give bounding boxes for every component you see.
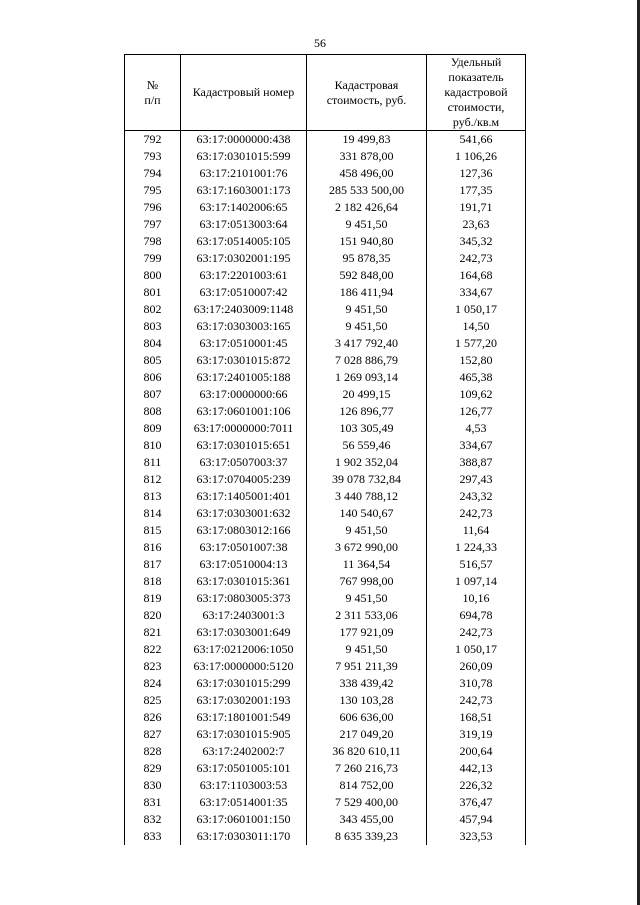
specific-value-cell: 297,43 <box>427 471 526 488</box>
table-row <box>125 267 526 284</box>
row-number-cell: 794 <box>125 165 181 182</box>
specific-value-cell: 1 106,26 <box>427 148 526 165</box>
row-number-cell: 830 <box>125 777 181 794</box>
cadastral-value-cell: 2 182 426,64 <box>307 199 427 216</box>
row-number-cell: 825 <box>125 692 181 709</box>
cadastral-value-cell: 9 451,50 <box>307 318 427 335</box>
row-number-cell: 808 <box>125 403 181 420</box>
cadastral-value-cell: 8 635 339,23 <box>307 828 427 845</box>
table-row <box>125 386 526 403</box>
cadastral-value-cell: 9 451,50 <box>307 522 427 539</box>
header-specific-line1: Удельный показатель <box>448 55 504 84</box>
table-row <box>125 403 526 420</box>
cadastral-value-cell: 126 896,77 <box>307 403 427 420</box>
specific-value-cell: 177,35 <box>427 182 526 199</box>
row-number-cell: 793 <box>125 148 181 165</box>
specific-value-cell: 541,66 <box>427 131 526 149</box>
cadastral-value-cell: 217 049,20 <box>307 726 427 743</box>
cadastral-number-cell: 63:17:0501007:38 <box>181 539 307 556</box>
table-row <box>125 607 526 624</box>
table-row <box>125 318 526 335</box>
cadastral-value-cell: 7 028 886,79 <box>307 352 427 369</box>
table-row <box>125 505 526 522</box>
table-row <box>125 148 526 165</box>
row-number-cell: 792 <box>125 131 181 149</box>
cadastral-value-cell: 19 499,83 <box>307 131 427 149</box>
specific-value-cell: 164,68 <box>427 267 526 284</box>
table-row <box>125 556 526 573</box>
specific-value-cell: 457,94 <box>427 811 526 828</box>
row-number-cell: 812 <box>125 471 181 488</box>
table-row <box>125 777 526 794</box>
cadastral-value-cell: 3 672 990,00 <box>307 539 427 556</box>
table-row <box>125 335 526 352</box>
cadastral-value-cell: 151 940,80 <box>307 233 427 250</box>
table-row <box>125 352 526 369</box>
cadastral-number-cell: 63:17:0212006:1050 <box>181 641 307 658</box>
cadastral-number-cell: 63:17:2201003:61 <box>181 267 307 284</box>
cadastral-number-cell: 63:17:1405001:401 <box>181 488 307 505</box>
row-number-cell: 797 <box>125 216 181 233</box>
cadastral-value-cell: 7 951 211,39 <box>307 658 427 675</box>
specific-value-cell: 1 050,17 <box>427 301 526 318</box>
specific-value-cell: 1 097,14 <box>427 573 526 590</box>
table-row <box>125 641 526 658</box>
row-number-cell: 799 <box>125 250 181 267</box>
cadastral-value-cell: 1 269 093,14 <box>307 369 427 386</box>
row-number-cell: 801 <box>125 284 181 301</box>
header-cadastral-value <box>307 55 427 131</box>
specific-value-cell: 127,36 <box>427 165 526 182</box>
table-row <box>125 420 526 437</box>
table-row <box>125 522 526 539</box>
cadastral-value-cell: 2 311 533,06 <box>307 607 427 624</box>
cadastral-value-cell: 285 533 500,00 <box>307 182 427 199</box>
cadastral-number-cell: 63:17:0301015:651 <box>181 437 307 454</box>
specific-value-cell: 388,87 <box>427 454 526 471</box>
cadastral-number-cell: 63:17:0000000:438 <box>181 131 307 149</box>
specific-value-cell: 242,73 <box>427 250 526 267</box>
table-row <box>125 709 526 726</box>
row-number-cell: 829 <box>125 760 181 777</box>
row-number-cell: 818 <box>125 573 181 590</box>
cadastral-value-cell: 95 878,35 <box>307 250 427 267</box>
header-number <box>125 55 181 131</box>
cadastral-number-cell: 63:17:0510001:45 <box>181 335 307 352</box>
row-number-cell: 810 <box>125 437 181 454</box>
cadastral-number-cell: 63:17:2401005:188 <box>181 369 307 386</box>
specific-value-cell: 1 577,20 <box>427 335 526 352</box>
table-row <box>125 794 526 811</box>
cadastral-value-cell: 814 752,00 <box>307 777 427 794</box>
cadastral-number-cell: 63:17:0303001:632 <box>181 505 307 522</box>
table-row <box>125 828 526 845</box>
row-number-cell: 826 <box>125 709 181 726</box>
cadastral-number-cell: 63:17:0510004:13 <box>181 556 307 573</box>
cadastral-number-cell: 63:17:0301015:872 <box>181 352 307 369</box>
cadastral-value-cell: 331 878,00 <box>307 148 427 165</box>
header-specific-line3: стоимости, <box>447 100 505 114</box>
specific-value-cell: 694,78 <box>427 607 526 624</box>
header-cadastral-number-label: Кадастровый номер <box>192 85 295 99</box>
specific-value-cell: 260,09 <box>427 658 526 675</box>
row-number-cell: 819 <box>125 590 181 607</box>
specific-value-cell: 168,51 <box>427 709 526 726</box>
specific-value-cell: 152,80 <box>427 352 526 369</box>
page-number: 56 <box>314 36 326 50</box>
table-body <box>125 131 526 846</box>
specific-value-cell: 1 224,33 <box>427 539 526 556</box>
specific-value-cell: 200,64 <box>427 743 526 760</box>
table-row <box>125 692 526 709</box>
table-row <box>125 675 526 692</box>
table-row <box>125 437 526 454</box>
table-row <box>125 131 526 149</box>
specific-value-cell: 334,67 <box>427 437 526 454</box>
cadastral-number-cell: 63:17:0000000:5120 <box>181 658 307 675</box>
cadastral-number-cell: 63:17:0507003:37 <box>181 454 307 471</box>
table-row <box>125 760 526 777</box>
table-row <box>125 573 526 590</box>
cadastral-number-cell: 63:17:0803005:373 <box>181 590 307 607</box>
row-number-cell: 814 <box>125 505 181 522</box>
cadastral-value-cell: 458 496,00 <box>307 165 427 182</box>
cadastral-number-cell: 63:17:0302001:193 <box>181 692 307 709</box>
header-specific-line2: кадастровой <box>444 85 508 99</box>
row-number-cell: 815 <box>125 522 181 539</box>
specific-value-cell: 1 050,17 <box>427 641 526 658</box>
cadastral-number-cell: 63:17:0601001:106 <box>181 403 307 420</box>
row-number-cell: 806 <box>125 369 181 386</box>
row-number-cell: 804 <box>125 335 181 352</box>
row-number-cell: 805 <box>125 352 181 369</box>
specific-value-cell: 243,32 <box>427 488 526 505</box>
header-cadastral-number <box>181 55 307 131</box>
cadastral-value-cell: 11 364,54 <box>307 556 427 573</box>
cadastral-number-cell: 63:17:2402002:7 <box>181 743 307 760</box>
cadastral-number-cell: 63:17:0000000:7011 <box>181 420 307 437</box>
cadastral-value-cell: 36 820 610,11 <box>307 743 427 760</box>
table-row <box>125 369 526 386</box>
cadastral-value-cell: 1 902 352,04 <box>307 454 427 471</box>
cadastral-value-cell: 7 260 216,73 <box>307 760 427 777</box>
specific-value-cell: 242,73 <box>427 624 526 641</box>
table-row <box>125 284 526 301</box>
cadastral-value-cell: 56 559,46 <box>307 437 427 454</box>
cadastral-number-cell: 63:17:2403009:1148 <box>181 301 307 318</box>
table-row <box>125 182 526 199</box>
cadastral-number-cell: 63:17:1801001:549 <box>181 709 307 726</box>
cadastral-value-cell: 186 411,94 <box>307 284 427 301</box>
table-row <box>125 216 526 233</box>
header-specific-line4: руб./кв.м <box>452 115 500 129</box>
specific-value-cell: 242,73 <box>427 692 526 709</box>
cadastral-value-cell: 3 417 792,40 <box>307 335 427 352</box>
table-row <box>125 199 526 216</box>
cadastral-number-cell: 63:17:0510007:42 <box>181 284 307 301</box>
row-number-cell: 828 <box>125 743 181 760</box>
row-number-cell: 823 <box>125 658 181 675</box>
cadastral-number-cell: 63:17:1603001:173 <box>181 182 307 199</box>
table-row <box>125 743 526 760</box>
cadastral-number-cell: 63:17:0514005:105 <box>181 233 307 250</box>
cadastral-number-cell: 63:17:0000000:66 <box>181 386 307 403</box>
row-number-cell: 803 <box>125 318 181 335</box>
table-row <box>125 726 526 743</box>
cadastral-number-cell: 63:17:0303001:649 <box>181 624 307 641</box>
header-number-line1: № <box>146 77 159 92</box>
cadastral-number-cell: 63:17:0301015:599 <box>181 148 307 165</box>
specific-value-cell: 109,62 <box>427 386 526 403</box>
row-number-cell: 824 <box>125 675 181 692</box>
table-row <box>125 233 526 250</box>
specific-value-cell: 191,71 <box>427 199 526 216</box>
cadastral-number-cell: 63:17:1402006:65 <box>181 199 307 216</box>
cadastral-value-cell: 592 848,00 <box>307 267 427 284</box>
specific-value-cell: 242,73 <box>427 505 526 522</box>
specific-value-cell: 4,53 <box>427 420 526 437</box>
table-row <box>125 488 526 505</box>
specific-value-cell: 345,32 <box>427 233 526 250</box>
table-row <box>125 454 526 471</box>
cadastral-number-cell: 63:17:2403001:3 <box>181 607 307 624</box>
cadastral-number-cell: 63:17:0301015:361 <box>181 573 307 590</box>
cadastral-number-cell: 63:17:0514001:35 <box>181 794 307 811</box>
table-row <box>125 301 526 318</box>
row-number-cell: 831 <box>125 794 181 811</box>
cadastral-number-cell: 63:17:2101001:76 <box>181 165 307 182</box>
specific-value-cell: 226,32 <box>427 777 526 794</box>
cadastral-number-cell: 63:17:0601001:150 <box>181 811 307 828</box>
specific-value-cell: 323,53 <box>427 828 526 845</box>
cadastral-number-cell: 63:17:0501005:101 <box>181 760 307 777</box>
row-number-cell: 832 <box>125 811 181 828</box>
specific-value-cell: 465,38 <box>427 369 526 386</box>
cadastral-value-cell: 177 921,09 <box>307 624 427 641</box>
specific-value-cell: 376,47 <box>427 794 526 811</box>
row-number-cell: 800 <box>125 267 181 284</box>
table-row <box>125 165 526 182</box>
specific-value-cell: 10,16 <box>427 590 526 607</box>
cadastral-number-cell: 63:17:0302001:195 <box>181 250 307 267</box>
specific-value-cell: 334,67 <box>427 284 526 301</box>
specific-value-cell: 14,50 <box>427 318 526 335</box>
row-number-cell: 811 <box>125 454 181 471</box>
cadastral-value-cell: 130 103,28 <box>307 692 427 709</box>
specific-value-cell: 23,63 <box>427 216 526 233</box>
cadastral-number-cell: 63:17:0301015:905 <box>181 726 307 743</box>
cadastral-value-cell: 20 499,15 <box>307 386 427 403</box>
table-header-row <box>125 55 526 131</box>
header-cadastral-value-line2: стоимость, руб. <box>326 92 407 107</box>
specific-value-cell: 516,57 <box>427 556 526 573</box>
specific-value-cell: 126,77 <box>427 403 526 420</box>
cadastral-number-cell: 63:17:0704005:239 <box>181 471 307 488</box>
cadastral-value-cell: 606 636,00 <box>307 709 427 726</box>
row-number-cell: 821 <box>125 624 181 641</box>
cadastral-value-cell: 7 529 400,00 <box>307 794 427 811</box>
row-number-cell: 809 <box>125 420 181 437</box>
cadastral-value-cell: 103 305,49 <box>307 420 427 437</box>
cadastral-value-cell: 3 440 788,12 <box>307 488 427 505</box>
cadastral-number-cell: 63:17:1103003:53 <box>181 777 307 794</box>
row-number-cell: 802 <box>125 301 181 318</box>
row-number-cell: 822 <box>125 641 181 658</box>
specific-value-cell: 319,19 <box>427 726 526 743</box>
table-row <box>125 624 526 641</box>
cadastral-value-cell: 338 439,42 <box>307 675 427 692</box>
cadastral-value-cell: 9 451,50 <box>307 301 427 318</box>
row-number-cell: 798 <box>125 233 181 250</box>
cadastral-number-cell: 63:17:0803012:166 <box>181 522 307 539</box>
table-row <box>125 250 526 267</box>
cadastral-number-cell: 63:17:0303003:165 <box>181 318 307 335</box>
table-row <box>125 539 526 556</box>
row-number-cell: 820 <box>125 607 181 624</box>
row-number-cell: 833 <box>125 828 181 845</box>
header-cadastral-value-line1: Кадастровая <box>334 77 399 92</box>
specific-value-cell: 442,13 <box>427 760 526 777</box>
cadastral-value-cell: 9 451,50 <box>307 641 427 658</box>
row-number-cell: 813 <box>125 488 181 505</box>
cadastral-value-cell: 767 998,00 <box>307 573 427 590</box>
cadastral-value-cell: 9 451,50 <box>307 216 427 233</box>
cadastral-value-cell: 343 455,00 <box>307 811 427 828</box>
table-row <box>125 658 526 675</box>
table-row <box>125 471 526 488</box>
cadastral-number-cell: 63:17:0513003:64 <box>181 216 307 233</box>
cadastral-value-cell: 9 451,50 <box>307 590 427 607</box>
specific-value-cell: 310,78 <box>427 675 526 692</box>
header-specific-indicator <box>427 55 526 131</box>
cadastral-number-cell: 63:17:0303011:170 <box>181 828 307 845</box>
row-number-cell: 816 <box>125 539 181 556</box>
table-row <box>125 590 526 607</box>
table-row <box>125 811 526 828</box>
row-number-cell: 796 <box>125 199 181 216</box>
row-number-cell: 807 <box>125 386 181 403</box>
cadastral-value-cell: 39 078 732,84 <box>307 471 427 488</box>
specific-value-cell: 11,64 <box>427 522 526 539</box>
row-number-cell: 795 <box>125 182 181 199</box>
cadastral-value-table <box>124 54 526 845</box>
row-number-cell: 827 <box>125 726 181 743</box>
cadastral-number-cell: 63:17:0301015:299 <box>181 675 307 692</box>
cadastral-value-cell: 140 540,67 <box>307 505 427 522</box>
header-number-line2: п/п <box>144 92 161 107</box>
row-number-cell: 817 <box>125 556 181 573</box>
